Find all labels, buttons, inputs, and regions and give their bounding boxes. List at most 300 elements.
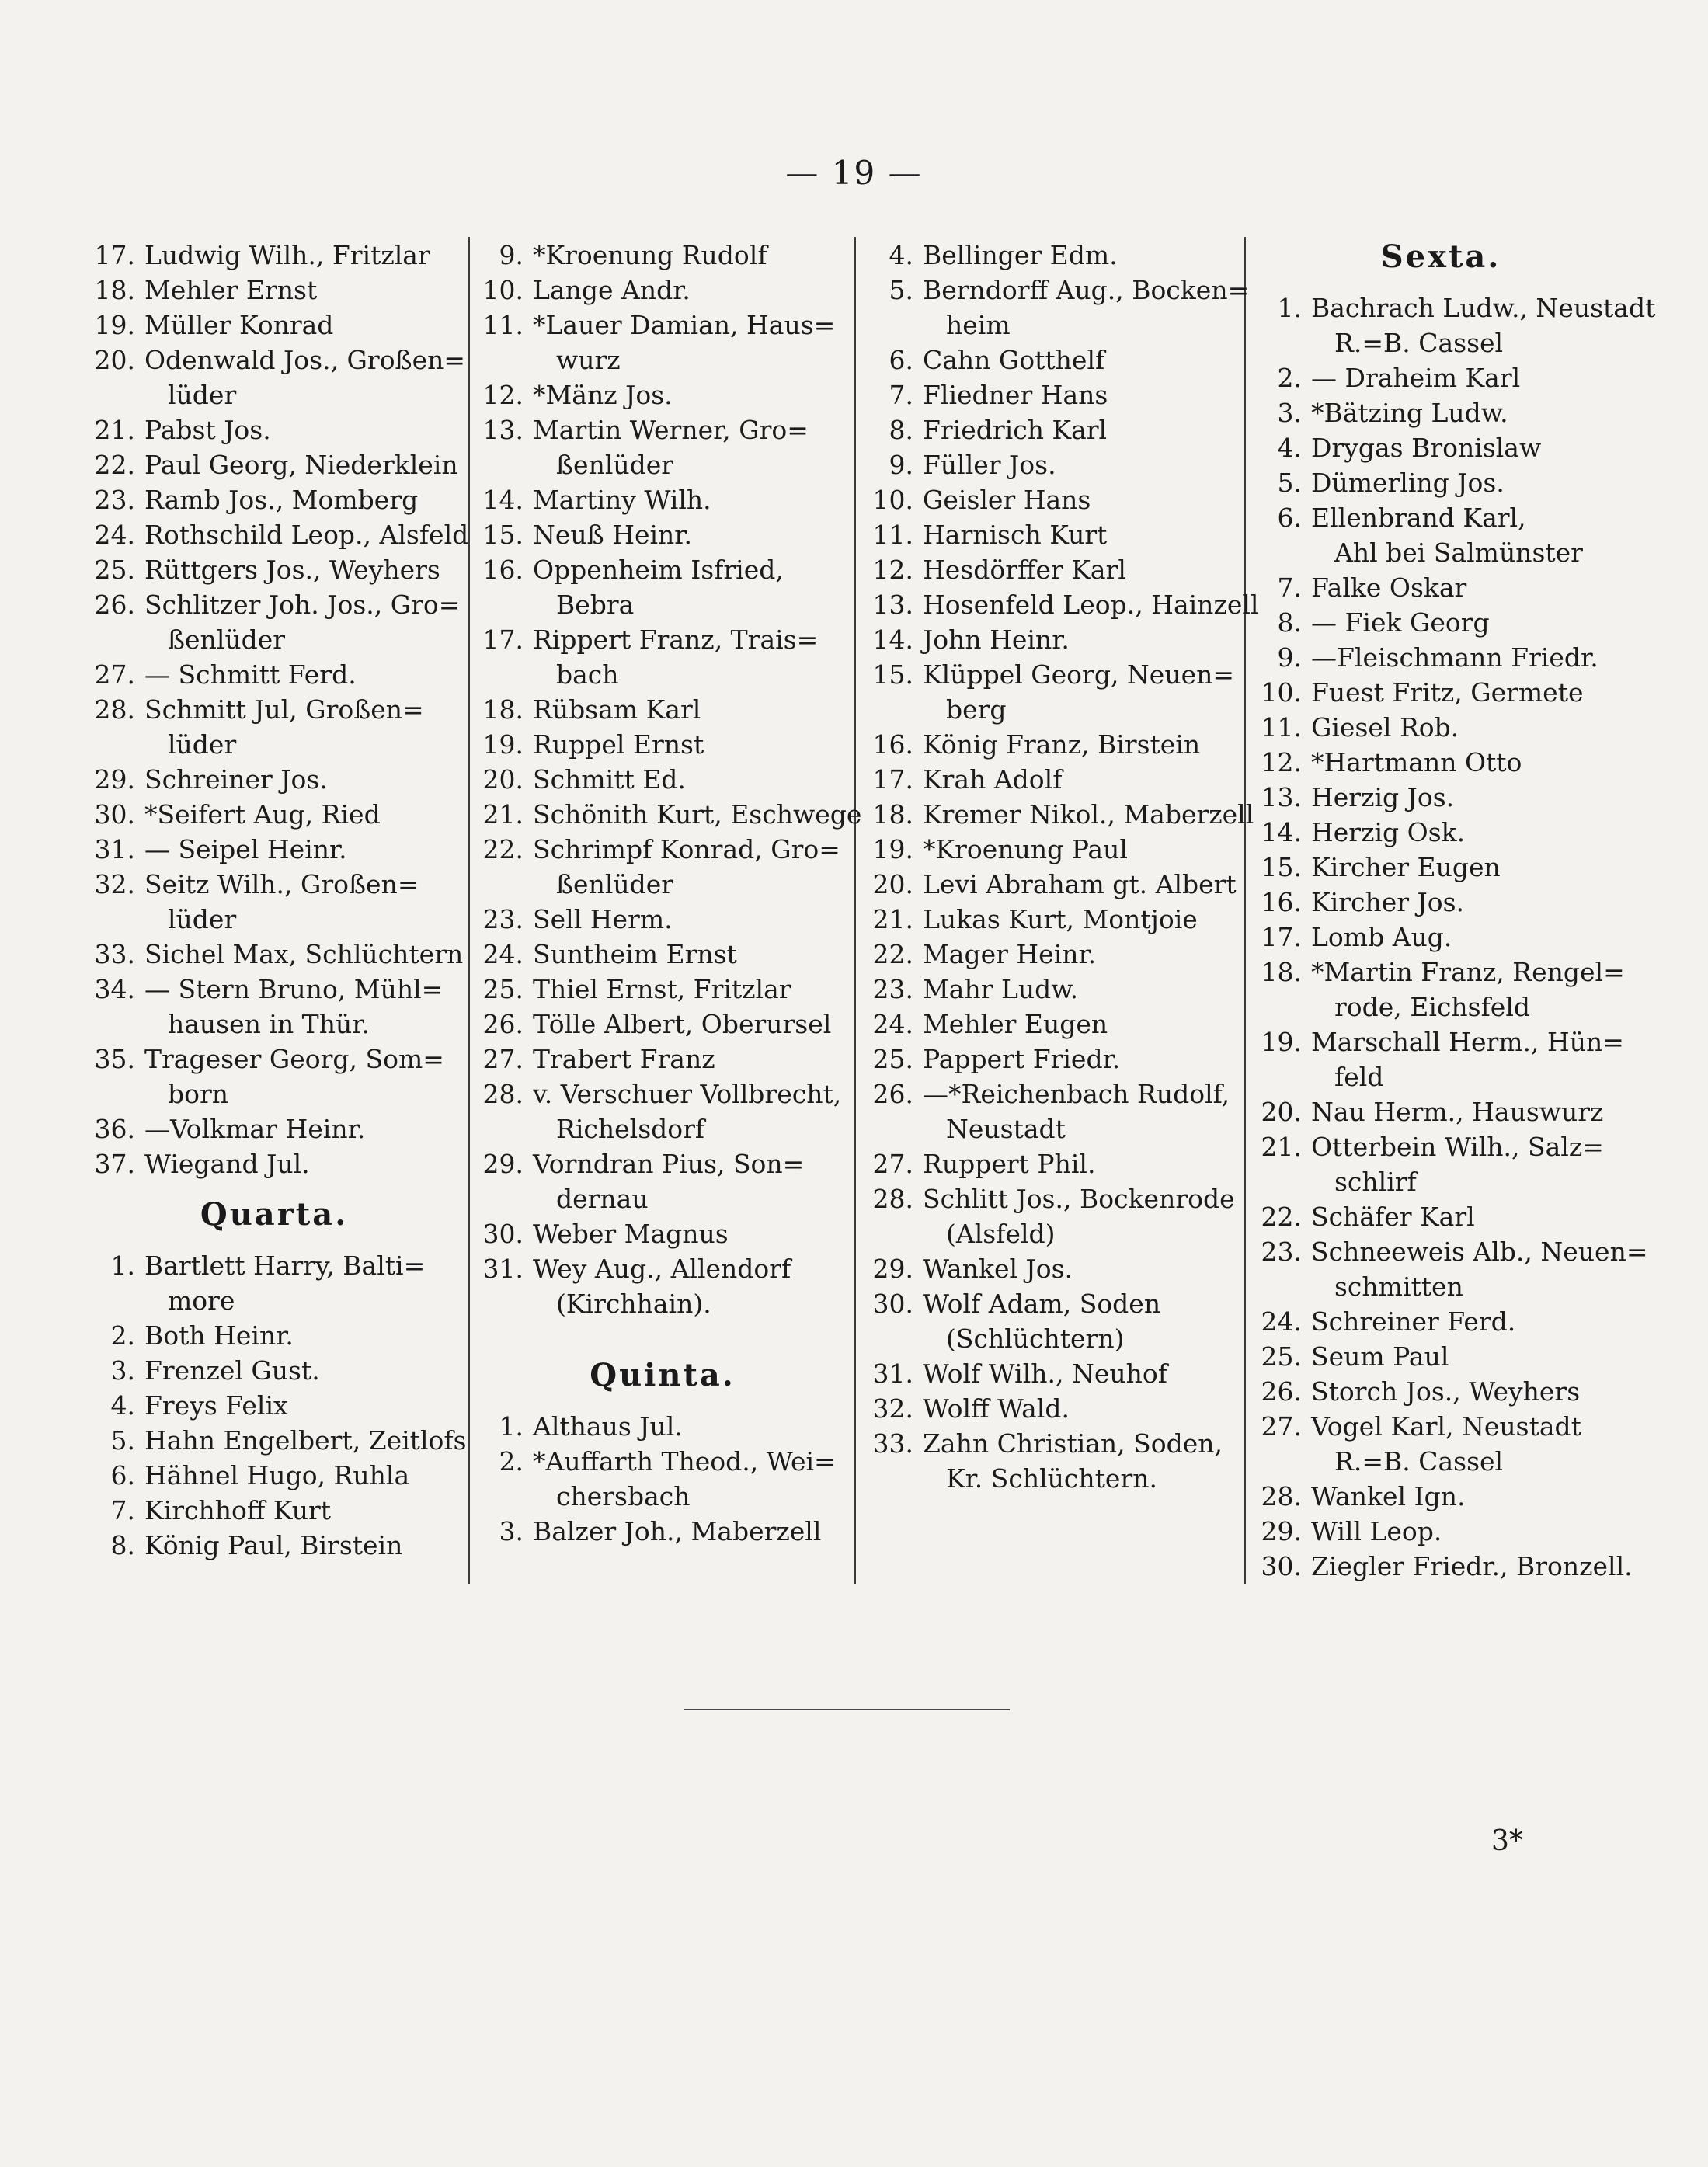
entry-number: 10. [872, 485, 913, 515]
list-item [480, 308, 845, 377]
entry-number: 17. [94, 240, 135, 270]
entry-number: 7. [889, 380, 913, 410]
entry-number: 19. [482, 729, 524, 760]
entry-text: Schrimpf Konrad, Gro= [533, 834, 840, 864]
list-item [1258, 1304, 1623, 1339]
entry-number: 28. [482, 1079, 524, 1109]
list-item [92, 238, 457, 273]
list-item [1258, 675, 1623, 710]
entry-text: Tölle Albert, Oberursel [533, 1009, 832, 1039]
entry-text: Giesel Rob. [1311, 712, 1459, 743]
entry-number: 27. [1261, 1411, 1302, 1442]
entry-number: 26. [1261, 1376, 1302, 1407]
entry-text: Ludwig Wilh., Fritzlar [144, 240, 430, 270]
entry-continuation: dernau [556, 1184, 649, 1214]
list-item [870, 343, 1235, 377]
entry-text: Balzer Joh., Maberzell [533, 1516, 822, 1546]
list-item [1258, 465, 1623, 500]
entry-number: 27. [872, 1149, 913, 1179]
entry-text: *Lauer Damian, Haus= [533, 310, 836, 340]
entry-text: Krah Adolf [923, 764, 1063, 795]
entry-text: v. Verschuer Vollbrecht, [533, 1079, 842, 1109]
entry-number: 34. [94, 974, 135, 1004]
entry-text: Ellenbrand Karl, [1311, 503, 1526, 533]
entry-number: 26. [94, 590, 135, 620]
list-item [92, 447, 457, 482]
entry-text: Hähnel Hugo, Ruhla [144, 1460, 410, 1490]
list-item [1258, 430, 1623, 465]
list-item [870, 238, 1235, 273]
entry-text: Bartlett Harry, Balti= [144, 1250, 426, 1281]
entry-text: Kirchhoff Kurt [144, 1495, 331, 1525]
entry-number: 5. [889, 275, 913, 305]
entry-number: 11. [872, 520, 913, 550]
entry-text: Schlitzer Joh. Jos., Gro= [144, 590, 461, 620]
list-item [480, 552, 845, 622]
entry-number: 14. [482, 485, 524, 515]
entry-text: *Seifert Aug, Ried [144, 799, 381, 830]
footer-rule [684, 1709, 1010, 1710]
entry-continuation: (Schlüchtern) [946, 1324, 1125, 1354]
list-item [870, 937, 1235, 972]
entry-number: 24. [482, 939, 524, 969]
entry-text: Nau Herm., Hauswurz [1311, 1097, 1604, 1127]
entry-text: *Mänz Jos. [533, 380, 673, 410]
entry-text: Geisler Hans [923, 485, 1091, 515]
entry-text: Trageser Georg, Som= [144, 1044, 444, 1074]
list-item [480, 517, 845, 552]
entry-number: 30. [482, 1219, 524, 1249]
entry-text: König Paul, Birstein [144, 1530, 403, 1560]
list-item [1258, 605, 1623, 640]
entry-number: 14. [872, 624, 913, 655]
list-item [92, 1493, 457, 1528]
entry-number: 3. [499, 1516, 524, 1546]
list-item [92, 1042, 457, 1111]
entry-number: 24. [1261, 1306, 1302, 1337]
entry-number: 8. [110, 1530, 135, 1560]
entry-text: Hahn Engelbert, Zeitlofs [144, 1425, 467, 1456]
entry-text: —*Reichenbach Rudolf, [923, 1079, 1230, 1109]
entry-text: Schäfer Karl [1311, 1202, 1475, 1232]
list-item [1258, 780, 1623, 815]
entry-continuation: (Kirchhain). [556, 1289, 711, 1319]
entry-number: 25. [1261, 1341, 1302, 1372]
list-item [870, 273, 1250, 343]
list-item [1258, 920, 1623, 955]
entry-text: Oppenheim Isfried, [533, 555, 784, 585]
list-item [1258, 955, 1623, 1024]
entry-text: John Heinr. [923, 624, 1070, 655]
list-item [480, 972, 845, 1007]
entry-text: Klüppel Georg, Neuen= [923, 659, 1235, 690]
section-heading-quinta: Quinta. [590, 1357, 736, 1393]
list-item [1258, 885, 1623, 920]
list-item [92, 1528, 457, 1563]
entry-list [480, 1409, 845, 1549]
list-item [92, 1111, 457, 1146]
entry-text: Schreiner Ferd. [1311, 1306, 1516, 1337]
entry-text: Kremer Nikol., Maberzell [923, 799, 1254, 830]
entry-number: 6. [1277, 503, 1302, 533]
entry-text: Althaus Jul. [533, 1411, 683, 1442]
entry-number: 19. [94, 310, 135, 340]
entry-text: — Seipel Heinr. [144, 834, 347, 864]
entry-text: Friedrich Karl [923, 415, 1108, 445]
list-item [92, 587, 461, 657]
entry-number: 13. [1261, 782, 1302, 812]
entry-number: 20. [872, 869, 913, 899]
entry-number: 33. [94, 939, 135, 969]
list-item [480, 377, 845, 412]
entry-number: 31. [94, 834, 135, 864]
entry-number: 29. [872, 1254, 913, 1284]
list-item [870, 412, 1235, 447]
page-number: — 19 — [785, 154, 923, 192]
list-item [92, 832, 457, 867]
list-item [870, 762, 1235, 797]
entry-text: Pappert Friedr. [923, 1044, 1121, 1074]
entry-number: 31. [872, 1358, 913, 1389]
entry-text: Weber Magnus [533, 1219, 729, 1249]
entry-number: 12. [482, 380, 524, 410]
entry-text: Storch Jos., Weyhers [1311, 1376, 1581, 1407]
list-item [480, 622, 845, 692]
entry-text: — Schmitt Ferd. [144, 659, 357, 690]
entry-number: 6. [889, 345, 913, 375]
list-item [870, 867, 1235, 902]
entry-number: 3. [1277, 398, 1302, 428]
entry-continuation: heim [946, 310, 1011, 340]
entry-number: 1. [1277, 293, 1302, 323]
list-item [870, 482, 1235, 517]
entry-text: Otterbein Wilh., Salz= [1311, 1132, 1604, 1162]
list-item [92, 552, 457, 587]
entry-continuation: Neustadt [946, 1114, 1066, 1144]
entry-number: 20. [1261, 1097, 1302, 1127]
list-item [92, 1423, 467, 1458]
entry-text: Seitz Wilh., Großen= [144, 869, 419, 899]
list-item [92, 657, 457, 692]
column-divider [1244, 237, 1246, 1584]
entry-number: 21. [1261, 1132, 1302, 1162]
entry-text: —Volkmar Heinr. [144, 1114, 366, 1144]
entry-number: 17. [1261, 922, 1302, 952]
entry-number: 19. [872, 834, 913, 864]
entry-text: Bachrach Ludw., Neustadt [1311, 293, 1656, 323]
entry-text: Fuest Fritz, Germete [1311, 677, 1584, 708]
list-item [480, 692, 845, 727]
list-item [92, 692, 457, 762]
entry-number: 24. [872, 1009, 913, 1039]
entry-text: Mager Heinr. [923, 939, 1097, 969]
entry-continuation: lüder [168, 380, 237, 410]
entry-text: Martiny Wilh. [533, 485, 711, 515]
entry-text: Trabert Franz [533, 1044, 715, 1074]
list-item [870, 832, 1235, 867]
entry-continuation: Richelsdorf [556, 1114, 705, 1144]
entry-text: Rübsam Karl [533, 694, 701, 725]
list-item [480, 412, 845, 482]
list-item [92, 482, 457, 517]
list-item [92, 1458, 457, 1493]
entry-number: 22. [1261, 1202, 1302, 1232]
entry-number: 27. [482, 1044, 524, 1074]
entry-text: Cahn Gotthelf [923, 345, 1105, 375]
list-item [92, 517, 469, 552]
entry-number: 28. [94, 694, 135, 725]
entry-number: 20. [94, 345, 135, 375]
list-item [92, 1388, 457, 1423]
entry-number: 9. [499, 240, 524, 270]
entry-number: 23. [94, 485, 135, 515]
entry-text: *Hartmann Otto [1311, 747, 1522, 777]
list-item [92, 1146, 457, 1181]
list-item [870, 1077, 1235, 1146]
list-item [870, 377, 1235, 412]
list-item [870, 1286, 1235, 1356]
entry-number: 13. [872, 590, 913, 620]
entry-text: König Franz, Birstein [923, 729, 1201, 760]
list-item [480, 902, 845, 937]
entry-text: Hosenfeld Leop., Hainzell [923, 590, 1259, 620]
entry-text: Wolff Wald. [923, 1393, 1070, 1424]
entry-continuation: born [168, 1079, 229, 1109]
entry-continuation: bach [556, 659, 619, 690]
entry-text: Falke Oskar [1311, 572, 1467, 603]
list-item [480, 1146, 845, 1216]
entry-text: Pabst Jos. [144, 415, 271, 445]
list-item [480, 273, 845, 308]
entry-text: Thiel Ernst, Fritzlar [533, 974, 791, 1004]
list-item [870, 727, 1235, 762]
entry-text: Rippert Franz, Trais= [533, 624, 819, 655]
list-item [92, 412, 457, 447]
entry-number: 5. [1277, 468, 1302, 498]
entry-list [870, 238, 1259, 1496]
list-item [1258, 1129, 1623, 1199]
entry-number: 11. [1261, 712, 1302, 743]
list-item [480, 1007, 845, 1042]
entry-text: Ziegler Friedr., Bronzell. [1311, 1551, 1633, 1581]
list-item [92, 343, 466, 412]
entry-continuation: R.=B. Cassel [1334, 328, 1504, 358]
entry-text: Schönith Kurt, Eschwege [533, 799, 862, 830]
signature-mark: 3* [1491, 1825, 1523, 1857]
list-item [92, 308, 457, 343]
entry-text: — Fiek Georg [1311, 607, 1490, 638]
entry-text: — Draheim Karl [1311, 363, 1521, 393]
entry-number: 18. [872, 799, 913, 830]
list-item [1258, 500, 1623, 570]
entry-continuation: wurz [556, 345, 621, 375]
section-heading-quarta: Quarta. [200, 1196, 349, 1233]
entry-number: 5. [110, 1425, 135, 1456]
list-item [1258, 1234, 1648, 1304]
entry-text: Wankel Jos. [923, 1254, 1073, 1284]
list-item [870, 622, 1235, 657]
list-item [1258, 1479, 1623, 1514]
entry-text: *Auffarth Theod., Wei= [533, 1446, 836, 1477]
entry-text: Fliedner Hans [923, 380, 1108, 410]
entry-number: 21. [482, 799, 524, 830]
entry-number: 22. [872, 939, 913, 969]
list-item [1258, 1409, 1623, 1479]
entry-text: Mahr Ludw. [923, 974, 1079, 1004]
list-item [480, 1042, 845, 1077]
entry-continuation: feld [1334, 1062, 1384, 1092]
entry-number: 23. [482, 904, 524, 934]
list-item [1258, 745, 1623, 780]
entry-number: 28. [872, 1184, 913, 1214]
list-item [870, 517, 1235, 552]
column-divider [854, 237, 856, 1584]
entry-text: Füller Jos. [923, 450, 1056, 480]
entry-text: Kircher Eugen [1311, 852, 1501, 882]
column-4 [1258, 238, 1656, 1584]
entry-continuation: R.=B. Cassel [1334, 1446, 1504, 1477]
entry-text: Lomb Aug. [1311, 922, 1452, 952]
list-item [870, 1251, 1235, 1286]
entry-number: 22. [482, 834, 524, 864]
entry-number: 30. [872, 1289, 913, 1319]
entry-number: 25. [94, 555, 135, 585]
list-item [870, 587, 1259, 622]
entry-number: 4. [1277, 433, 1302, 463]
entry-text: Martin Werner, Gro= [533, 415, 809, 445]
list-item [480, 797, 862, 832]
entry-text: Ruppert Phil. [923, 1149, 1096, 1179]
entry-text: Ramb Jos., Momberg [144, 485, 419, 515]
list-item [1258, 1199, 1623, 1234]
entry-text: Freys Felix [144, 1390, 288, 1421]
entry-number: 16. [872, 729, 913, 760]
list-item [870, 1426, 1235, 1496]
entry-continuation: schmitten [1334, 1271, 1463, 1302]
list-item [870, 1007, 1235, 1042]
entry-number: 21. [872, 904, 913, 934]
column-3 [870, 238, 1259, 1496]
entry-list [480, 238, 862, 1321]
entry-text: Bellinger Edm. [923, 240, 1118, 270]
entry-continuation: ßenlüder [556, 450, 674, 480]
list-item [870, 1356, 1235, 1391]
list-item [1258, 710, 1623, 745]
list-item [1258, 1339, 1623, 1374]
entry-number: 24. [94, 520, 135, 550]
entry-text: Zahn Christian, Soden, [923, 1428, 1223, 1459]
list-item [92, 1353, 457, 1388]
section-heading-sexta: Sexta. [1380, 238, 1501, 275]
entry-continuation: ßenlüder [556, 869, 674, 899]
entry-text: Kircher Jos. [1311, 887, 1465, 917]
list-item [870, 1181, 1235, 1251]
entry-text: Rüttgers Jos., Weyhers [144, 555, 440, 585]
entry-number: 18. [94, 275, 135, 305]
entry-text: *Martin Franz, Rengel= [1311, 957, 1625, 987]
entry-text: Schreiner Jos. [144, 764, 328, 795]
entry-number: 30. [1261, 1551, 1302, 1581]
entry-text: Lukas Kurt, Montjoie [923, 904, 1198, 934]
list-item [1258, 640, 1623, 675]
entry-number: 25. [872, 1044, 913, 1074]
list-item [1258, 395, 1623, 430]
entry-number: 6. [110, 1460, 135, 1490]
entry-number: 14. [1261, 817, 1302, 847]
entry-number: 28. [1261, 1481, 1302, 1511]
column-1 [92, 238, 469, 1563]
entry-text: Ruppel Ernst [533, 729, 704, 760]
entry-text: Schlitt Jos., Bockenrode [923, 1184, 1235, 1214]
entry-text: Hesdörffer Karl [923, 555, 1126, 585]
entry-number: 23. [872, 974, 913, 1004]
entry-number: 7. [1277, 572, 1302, 603]
entry-number: 18. [482, 694, 524, 725]
entry-text: Rothschild Leop., Alsfeld [144, 520, 469, 550]
list-item [1258, 360, 1623, 395]
entry-number: 36. [94, 1114, 135, 1144]
entry-text: Suntheim Ernst [533, 939, 737, 969]
entry-number: 12. [872, 555, 913, 585]
entry-number: 17. [482, 624, 524, 655]
entry-text: Vorndran Pius, Son= [533, 1149, 805, 1179]
entry-text: Wey Aug., Allendorf [533, 1254, 791, 1284]
list-item [480, 727, 845, 762]
entry-text: Berndorff Aug., Bocken= [923, 275, 1250, 305]
entry-list [1258, 290, 1656, 1584]
entry-text: Drygas Bronislaw [1311, 433, 1542, 463]
entry-text: Harnisch Kurt [923, 520, 1108, 550]
list-item [480, 1216, 845, 1251]
entry-number: 23. [1261, 1237, 1302, 1267]
entry-number: 29. [482, 1149, 524, 1179]
entry-number: 10. [482, 275, 524, 305]
list-item [1258, 1549, 1633, 1584]
entry-text: Will Leop. [1311, 1516, 1442, 1546]
entry-number: 32. [872, 1393, 913, 1424]
entry-number: 2. [499, 1446, 524, 1477]
entry-number: 4. [889, 240, 913, 270]
entry-text: *Kroenung Paul [923, 834, 1128, 864]
list-item [870, 1391, 1235, 1426]
entry-text: *Kroenung Rudolf [533, 240, 767, 270]
entry-number: 25. [482, 974, 524, 1004]
entry-number: 2. [110, 1320, 135, 1351]
entry-text: Wiegand Jul. [144, 1149, 310, 1179]
list-item [480, 762, 845, 797]
list-item [92, 1248, 457, 1318]
entry-text: Dümerling Jos. [1311, 468, 1505, 498]
entry-text: — Stern Bruno, Mühl= [144, 974, 444, 1004]
entry-number: 20. [482, 764, 524, 795]
list-item [480, 1251, 845, 1321]
entry-number: 15. [482, 520, 524, 550]
entry-text: Frenzel Gust. [144, 1355, 320, 1386]
entry-number: 27. [94, 659, 135, 690]
entry-number: 2. [1277, 363, 1302, 393]
list-item [480, 832, 845, 902]
entry-continuation: Ahl bei Salmünster [1334, 537, 1583, 568]
entry-number: 12. [1261, 747, 1302, 777]
entry-number: 16. [1261, 887, 1302, 917]
entry-number: 37. [94, 1149, 135, 1179]
entry-number: 22. [94, 450, 135, 480]
list-item [1258, 290, 1656, 360]
entry-text: Neuß Heinr. [533, 520, 692, 550]
entry-number: 26. [872, 1079, 913, 1109]
entry-number: 10. [1261, 677, 1302, 708]
entry-number: 31. [482, 1254, 524, 1284]
